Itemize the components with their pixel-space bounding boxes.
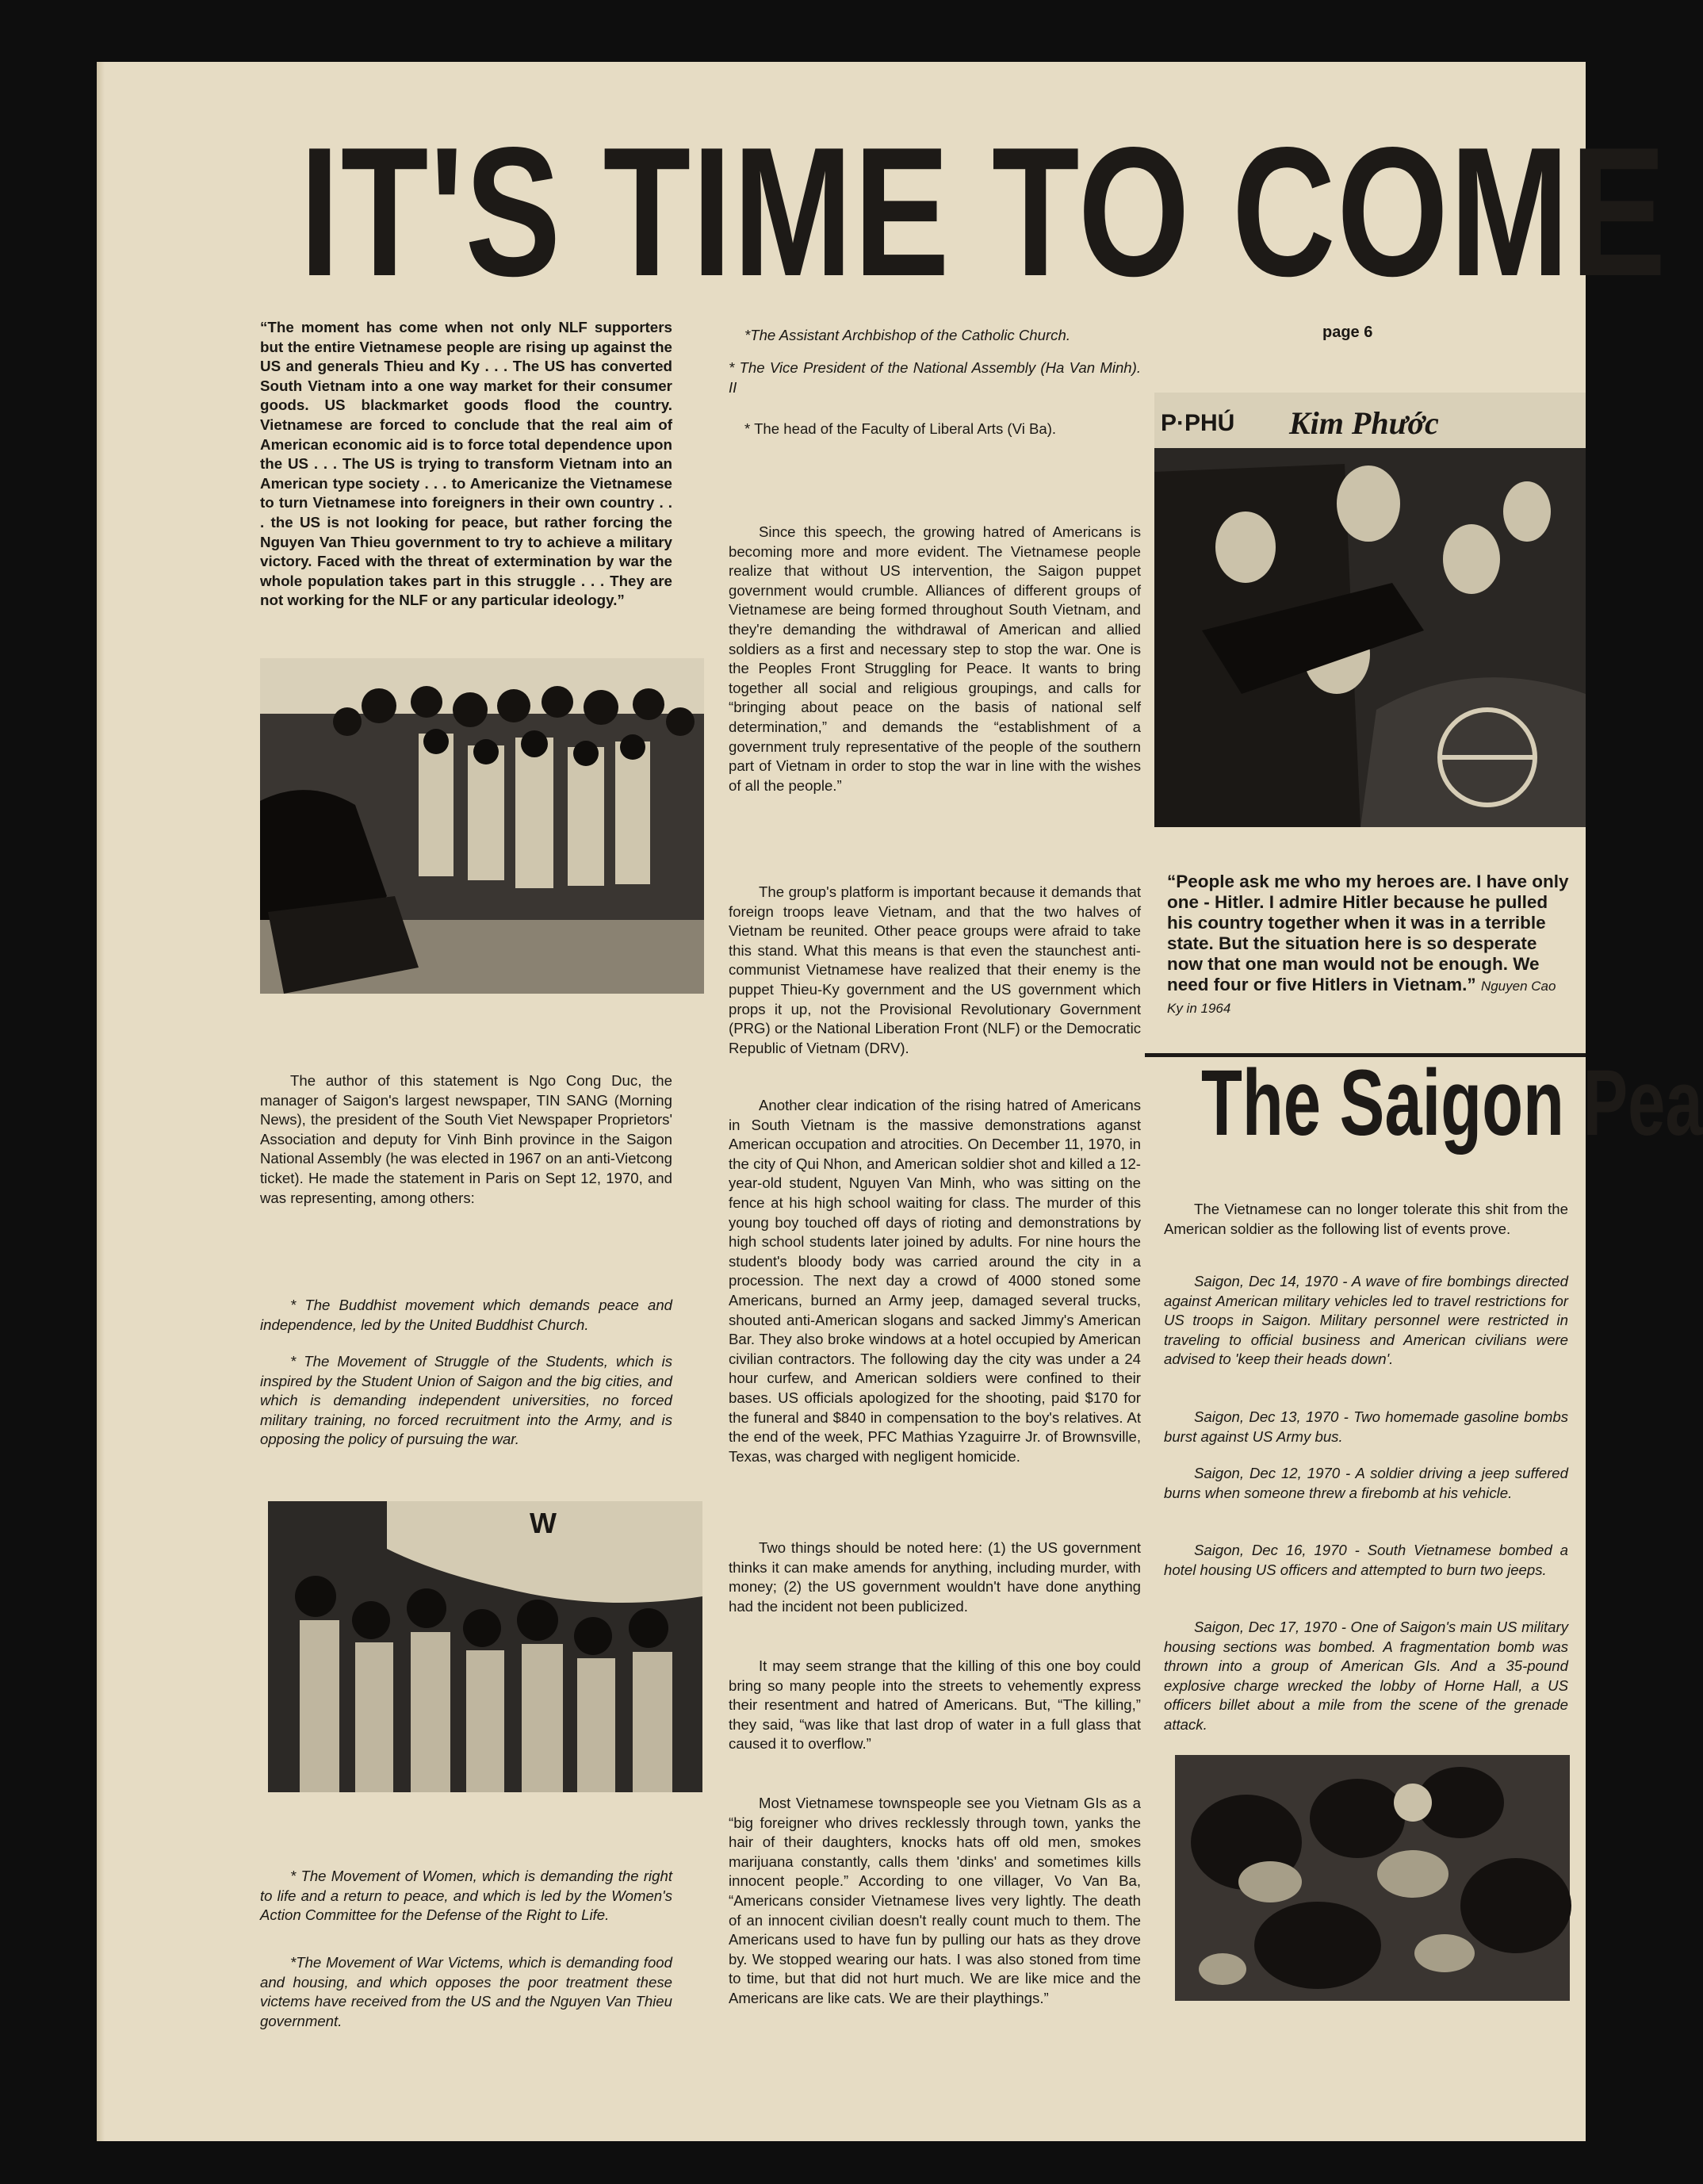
- article-paragraph-3: Another clear indication of the rising hatred of Americans in South Vietnam is the massive demonstrations aganst American occupation and atrocities. On December 11, 1970, in the city of Qui Nhon, and American soldier shot and killed a 12-year-old student, Nguyen Van Minh, who was sitting on the fence at his high school waiting for class. The murder of this young boy touched off days of rioting and demonstrations by high school students later joined by adults. For nine hours the student's bloody body was carried around the city in a procession. The next day a crowd of 4000 stoned some Americans, burned an Army jeep, damaged several trucks, shouted anti-American slogans and sacked Jimmy's American Bar. They also broke windows at a hotel occupied by American civilian contractors. The following day the city was under a 24 hour curfew, and American soldiers were confined to their bases. US officials apologized for the shooting, paid $170 for the funeral and $840 in compensation to the boy's relatives. At the end of the week, PFC Mathias Yzaguirre Jr. of Brownsville, Texas, was charged with negligent homicide.: [729, 1097, 1141, 1465]
- market-sign-1: P·PHÚ: [1161, 410, 1235, 436]
- group-item-women: * The Movement of Women, which is demanding the right to life and a return to peace, and which is led by the Women's Action Committee for the Defense of the Right to Life.: [260, 1868, 672, 1924]
- opening-quote: “The moment has come when not only NLF supporters but the entire Vietnamese people are rising up against the US and generals Thieu and Ky . . . The US has converted South Vietnam into a one way market for their consumer goods. US blackmarket goods flood the country. Vietnamese are forced to conclude that the real aim of American economic aid is to force total dependence upon the US . . . The US is trying to transform Vietnam into an American type society . . . to Americanize the Vietnamese to turn Vietnamese into foreigners in their own country . . . the US is not looking for peace, but rather forcing the Nguyen Van Thieu government to try to achieve a military victory. Faced with the threat of extermination by war the whole population takes part in this struggle . . . They are not working for the NLF or any particular ideology.”: [260, 319, 672, 609]
- photo-soldiers: [1175, 1755, 1570, 2001]
- page-number: page 6: [1322, 324, 1373, 341]
- article-paragraph-6: Most Vietnamese townspeople see you Vietnam GIs as a “big foreigner who drives recklessly through town, yanks the hair of their daughters, knocks hats off old men, smokes marijuana constantly, calls them 'dinks' and sometimes kills innocent people.” According to one villager, Vo Van Ba, “Americans consider Vietnamese lives very lightly. The death of an innocent civilian doesn't really count much to them. The Americans used to have fun by pulling our hats as they drove by. We stopped wearing our hats. I was also stoned from time to time, but that did not hurt much. We are like mice and the Americans are like cats. We are their playthings.”: [729, 1795, 1141, 2006]
- group-item-buddhist: * The Buddhist movement which demands peace and independence, led by the United Buddhist Church.: [260, 1297, 672, 1333]
- events-intro: The Vietnamese can no longer tolerate this shit from the American soldier as the following list of events prove.: [1164, 1201, 1568, 1237]
- event-dec-17: Saigon, Dec 17, 1970 - One of Saigon's main US military housing sections was bombed. A fragmentation bomb was thrown into a group of American GIs. And a 35-pound explosive charge wrecked the lobby of Horne Hall, a US officers billet about a mile from the scene of the grenade attack.: [1164, 1619, 1568, 1733]
- headline: IT'S TIME TO COME: [300, 109, 1668, 315]
- photo-crowd-vehicle: [260, 658, 704, 994]
- photo-market-crowd: [1154, 393, 1586, 827]
- section-heading: The Saigon Pea: [1201, 1051, 1703, 1155]
- event-dec-14: Saigon, Dec 14, 1970 - A wave of fire bombings directed against American military vehicles led to travel restrictions for US troops in Saigon. Military personnel were restricted in traveling to official business and American civilians were advised to 'keep their heads down'.: [1164, 1273, 1568, 1368]
- article-paragraph-1: Since this speech, the growing hatred of Americans is becoming more and more evident. The Vietnamese people realize that without US intervention, the Saigon puppet government would crumble. Alliances of different groups of Vietnamese are being formed throughout South Vietnam, and they're demanding the withdrawal of American and allied soldiers as a first and necessary step to stop the war. One is the Peoples Front Struggling for Peace. It wants to bring together all social and religious groupings, and calls for “bringing about peace on the basis of national self determination,” and demands the “establishment of a government truly representative of the people of the southern part of Vietnam in order to stop the war in line with the wishes of all the people.”: [729, 523, 1141, 794]
- event-dec-13: Saigon, Dec 13, 1970 - Two homemade gasoline bombs burst against US Army bus.: [1164, 1408, 1568, 1445]
- event-dec-16: Saigon, Dec 16, 1970 - South Vietnamese bombed a hotel housing US officers and attempted to burn two jeeps.: [1164, 1542, 1568, 1578]
- author-paragraph: The author of this statement is Ngo Cong Duc, the manager of Saigon's largest newspaper, TIN SANG (Morning News), the president of the South Viet Newspaper Proprietors' Association and deputy for Vinh Binh province in the Saigon National Assembly (he was elected in 1967 on an anti-Vietcong ticket). He made the statement in Paris on Sept 12, 1970, and was representing, among others:: [260, 1072, 672, 1206]
- page-fold-shadow: [97, 62, 105, 2141]
- banner-text: W: [530, 1507, 557, 1539]
- group-item-students: * The Movement of Struggle of the Students, which is inspired by the Student Union of Saigon and the big cities, and which is demanding independent universities, no forced military training, no forced recruitment into the Army, and is opposing the policy of pursuing the war.: [260, 1353, 672, 1448]
- ky-quote: [1167, 872, 1570, 1019]
- ky-quote-text: “People ask me who my heroes are. I have only one - Hitler. I admire Hitler because he pulled his country together when it was in a terrible state. But the situation here is so desperate now that one man would not be enough. We need four or five Hitlers in Vietnam.”: [1167, 872, 1569, 994]
- group-item-war-victims: *The Movement of War Victems, which is demanding food and housing, and which opposes the poor treatment these victems have received from the US and the Nguyen Van Thieu government.: [260, 1954, 672, 2029]
- group-item-archbishop: *The Assistant Archbishop of the Catholic Church.: [744, 327, 1070, 343]
- group-item-liberal-arts: * The head of the Faculty of Liberal Arts (Vi Ba).: [744, 420, 1057, 437]
- group-item-vice-president: * The Vice President of the National Assembly (Ha Van Minh). II: [729, 359, 1141, 396]
- market-sign-2: Kim Phước: [1289, 405, 1439, 441]
- article-paragraph-2: The group's platform is important because it demands that foreign troops leave Vietnam, and that the two halves of Vietnam be reunited. Other peace groups were afraid to take this stand. What this means is that even the staunchest anti-communist Vietnamese have realized that their enemy is the puppet Thieu-Ky government and the US government which props it up, not the Provisional Revolutionary Government (PRG) or the National Liberation Front (NLF) or the Democratic Republic of Vietnam (DRV).: [729, 883, 1141, 1056]
- article-paragraph-5: It may seem strange that the killing of this one boy could bring so many people into the streets to vehemently express their resentment and hatred of Americans. But, “The killing,” they said, “was like that last drop of water in a full glass that caused it to overflow.”: [729, 1657, 1141, 1753]
- ky-quote-attribution: Nguyen Cao Ky in 1964: [1167, 979, 1556, 1016]
- article-paragraph-4: Two things should be noted here: (1) the US government thinks it can make amends for anything, including murder, with money; (2) the US government wouldn't have done anything had the incident not been publicized.: [729, 1539, 1141, 1615]
- photo-demonstration-banner: [268, 1501, 702, 1792]
- event-dec-12: Saigon, Dec 12, 1970 - A soldier driving a jeep suffered burns when someone threw a firebomb at his vehicle.: [1164, 1465, 1568, 1501]
